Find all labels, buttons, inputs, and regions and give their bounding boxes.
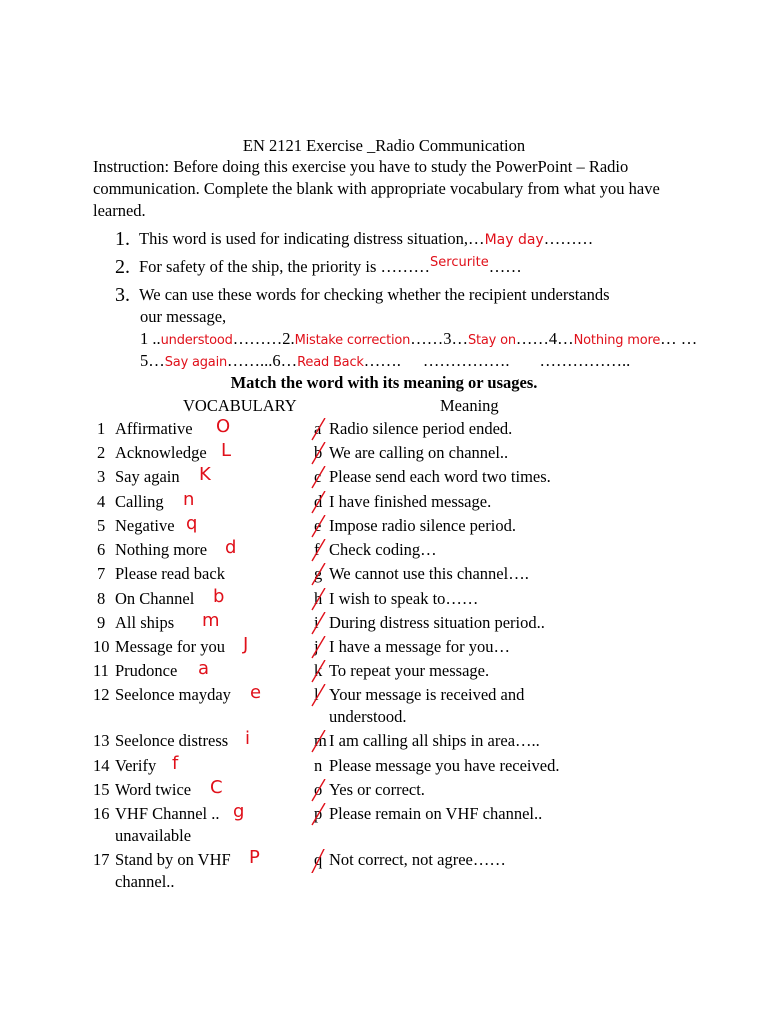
check-mark-icon [309, 660, 329, 684]
row-number: 8 [97, 589, 106, 608]
meaning-letter: k [314, 661, 323, 680]
meaning-letter: c [314, 467, 322, 486]
handwritten-answer: J [243, 634, 249, 655]
vocabulary-word: Word twice [115, 780, 192, 799]
question-text: This word is used for indicating distress situation,… [139, 229, 485, 248]
check-mark-icon [309, 418, 329, 442]
meaning-letter: i [314, 613, 319, 632]
row-number: 1 [97, 419, 106, 438]
check-mark-icon [309, 636, 329, 660]
row-number: 6 [97, 540, 106, 559]
check-mark-icon [309, 539, 329, 563]
handwritten-answer: understood [160, 333, 233, 348]
question-tail: ……… [543, 229, 594, 248]
answer-blanks-line-1: 1 ..understood………2.Mistake correction……3…Stay on……4…Nothing more… … [140, 329, 698, 348]
meaning-text: I have a message for you… [329, 637, 510, 656]
vocabulary-word: Nothing more [115, 540, 208, 559]
handwritten-answer: m [202, 610, 220, 631]
meaning-text: Impose radio silence period. [329, 516, 516, 535]
check-mark-icon [309, 730, 329, 754]
handwritten-answer: May day [484, 232, 544, 248]
handwritten-answer: i [245, 728, 251, 749]
handwritten-answer: n [183, 489, 195, 510]
question-number: 1. [115, 228, 130, 250]
check-mark-icon [309, 563, 329, 587]
check-mark-icon [309, 779, 329, 803]
meaning-letter: q [314, 850, 323, 869]
check-mark-icon [309, 491, 329, 515]
meaning-text: Please send each word two times. [329, 467, 551, 486]
question-number: 3. [115, 284, 130, 306]
row-number: 9 [97, 613, 106, 632]
handwritten-answer: O [216, 416, 231, 437]
handwritten-answer: C [210, 777, 223, 798]
meaning-letter: e [314, 516, 322, 535]
check-mark-icon [309, 612, 329, 636]
row-number: 17 [93, 850, 110, 869]
vocabulary-word-continued: channel.. [115, 872, 175, 891]
handwritten-answer: Stay on [467, 333, 516, 348]
row-number: 16 [93, 804, 110, 823]
vocabulary-word: Please read back [115, 564, 225, 583]
handwritten-answer: b [213, 586, 225, 607]
vocabulary-word: All ships [115, 613, 175, 632]
meaning-text: I wish to speak to…… [329, 589, 479, 608]
meaning-letter: j [314, 637, 319, 656]
vocabulary-word: Say again [115, 467, 180, 486]
check-mark-icon [309, 466, 329, 490]
meaning-letter: a [314, 419, 322, 438]
vocabulary-word: Affirmative [115, 419, 193, 438]
row-number: 7 [97, 564, 106, 583]
meaning-text: Radio silence period ended. [329, 419, 513, 438]
row-number: 11 [93, 661, 109, 680]
meaning-letter: o [314, 780, 323, 799]
meaning-text: We cannot use this channel…. [329, 564, 529, 583]
handwritten-answer: K [199, 464, 211, 485]
handwritten-answer: e [250, 682, 262, 703]
handwritten-answer: f [172, 753, 179, 774]
meaning-text: Not correct, not agree…… [329, 850, 506, 869]
match-heading: Match the word with its meaning or usages. [230, 373, 538, 392]
check-mark-icon [309, 515, 329, 539]
handwritten-answer: Read Back [297, 355, 364, 370]
meaning-text: I am calling all ships in area….. [329, 731, 540, 750]
vocabulary-word: Prudonce [115, 661, 178, 680]
meaning-letter: m [314, 731, 327, 750]
meaning-text: Check coding… [329, 540, 437, 559]
row-number: 12 [93, 685, 110, 704]
meaning-text: Yes or correct. [329, 780, 425, 799]
meaning-letter: g [314, 564, 323, 583]
row-number: 10 [93, 637, 110, 656]
vocabulary-word: Negative [115, 516, 175, 535]
check-mark-icon [309, 803, 329, 827]
question-text: For safety of the ship, the priority is ……… [139, 257, 431, 276]
row-number: 14 [93, 756, 110, 775]
vocabulary-word: Seelonce mayday [115, 685, 231, 704]
meaning-text: I have finished message. [329, 492, 492, 511]
answer-blanks-line-2: 5…Say again……...6…Read Back……. ……………. …………….. [140, 351, 631, 370]
meaning-text: To repeat your message. [329, 661, 490, 680]
row-number: 4 [97, 492, 106, 511]
vocabulary-column-header: VOCABULARY [183, 396, 297, 415]
handwritten-answer: d [225, 537, 237, 558]
question-3-continued: our message, [140, 307, 227, 326]
question-number: 2. [115, 256, 130, 278]
meaning-letter: f [314, 540, 320, 559]
handwritten-answer: g [233, 801, 245, 822]
meaning-letter: n [314, 756, 323, 775]
row-number: 3 [97, 467, 106, 486]
handwritten-answer: Sercurite [430, 255, 489, 270]
meaning-text: Please remain on VHF channel.. [329, 804, 543, 823]
vocabulary-word: Seelonce distress [115, 731, 229, 750]
meaning-text-continued: understood. [329, 707, 407, 726]
row-number: 15 [93, 780, 110, 799]
handwritten-answer: Mistake correction [294, 333, 411, 348]
meaning-letter: p [314, 804, 323, 823]
row-number: 5 [97, 516, 106, 535]
vocabulary-word: Verify [115, 756, 157, 775]
meaning-column-header: Meaning [440, 396, 499, 415]
check-mark-icon [309, 442, 329, 466]
check-mark-icon [309, 684, 329, 708]
vocabulary-word: On Channel [115, 589, 195, 608]
vocabulary-word: VHF Channel .. [115, 804, 220, 823]
check-mark-icon [309, 849, 329, 873]
meaning-letter: h [314, 589, 323, 608]
vocabulary-word: Message for you [115, 637, 225, 656]
meaning-text: During distress situation period.. [329, 613, 545, 632]
row-number: 2 [97, 443, 106, 462]
meaning-text: Please message you have received. [329, 756, 560, 775]
question-tail: …… [488, 257, 522, 276]
handwritten-answer: Nothing more [573, 333, 661, 348]
meaning-text: Your message is received and [329, 685, 525, 704]
vocabulary-word: Acknowledge [115, 443, 207, 462]
handwritten-answer: q [186, 513, 198, 534]
meaning-letter: b [314, 443, 323, 462]
page-title: EN 2121 Exercise _Radio Communication [242, 136, 526, 155]
handwritten-answer: a [198, 658, 210, 679]
meaning-letter: l [314, 685, 319, 704]
meaning-text: We are calling on channel.. [329, 443, 509, 462]
vocabulary-word: Stand by on VHF [115, 850, 231, 869]
handwritten-answer: L [221, 440, 232, 461]
handwritten-answer: P [249, 847, 260, 868]
handwritten-answer: Say again [164, 355, 228, 370]
instruction-text: Instruction: Before doing this exercise you have to study the PowerPoint – Radio communication. Complete the blank with appropriate vocabulary from what you have learned. [93, 157, 660, 220]
question-text: We can use these words for checking whether the recipient understands [139, 285, 610, 304]
check-mark-icon [309, 588, 329, 612]
vocabulary-word-continued: unavailable [115, 826, 192, 845]
vocabulary-word: Calling [115, 492, 164, 511]
row-number: 13 [93, 731, 110, 750]
meaning-letter: d [314, 492, 323, 511]
